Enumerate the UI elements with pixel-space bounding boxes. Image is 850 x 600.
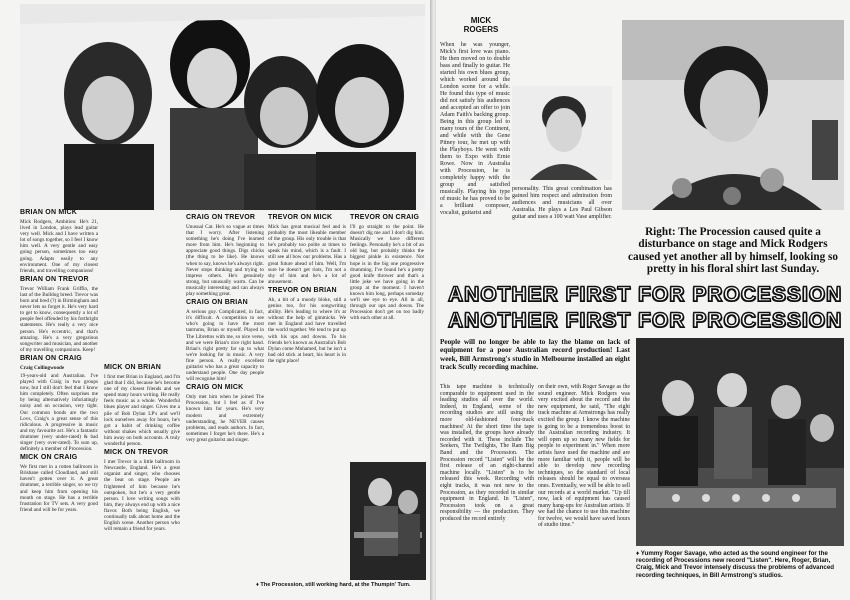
floral-shirt-caption: Right: The Procession caused quite a disturbance on stage and Mick Rodgers caused yet another all by himself, looking so pretty in his floral shirt last Sunday. — [628, 226, 838, 276]
right-page — [436, 0, 850, 600]
profile-column-1 — [440, 42, 510, 282]
profile-text-2: personality. This great combination has gained him respect and admiration from audiences and musicians all over Australia. He plays a Les Paul Gibson guitar and uses a 100 watt Vase amplifier. — [512, 186, 612, 220]
headline-line-1: ANOTHER FIRST FOR PROCESSION — [448, 283, 843, 306]
studio-session-photo — [636, 338, 844, 546]
heading-craig-on-brian: CRAIG ON BRIAN — [186, 299, 248, 307]
profile-title-line1: MICK — [470, 16, 492, 25]
left-bottom-caption: ♦ The Procession, still working hard, at the Thumpin' Tum. — [256, 582, 411, 588]
text-craig-on-mick: Only met him when he joined The Procession, but I feel as if I've known him for years. He's very modern and extremely understanding, he NEVER causes problems, and reads authors. In fact, sometimes I forget he's there. He's a very great guitarist and singer. — [186, 394, 264, 443]
text-trevor-on-craig: I'll go straight to the point. He doesn't dig me and I don't dig him. Musically we have different feelings. Personally he's a bit of an old bag, but probably thinks the biggest pinkle in existence. Not hope is in the big one progressive drumming. I've found he's a pretty good knife thrower and that's a little joke we have going in the group at the moment. I haven't known him long, perhaps someday we'll see eye to eye. All in all, through our ups and downs. The Procession don't get on too badly with each other at all. — [350, 224, 424, 322]
text-craig-on-brian: A serious guy. Complicated, in fact, it's difficult. A competition to see who's going to have the most tantrums, Brian or myself. Played in The Librettos with me, so nice verse, and we were Brian's nice right hand. Brian's right pretty far up to what we're looking for in music. A very fine person. A really excellent guitarist who has a great capacity to understand people. One day people will recognise him! — [186, 309, 264, 383]
text-brian-on-craig: 19-years-old and Australian. I've played with Craig in two groups now, but I still don't feel that I know him completely. Often surprises me by being alternatively infuriatingly noisy and on occasion, very tight. Our common bonds are the two Lovs, Craig's a great sense of this ridiculous. A progressive in music and my favourite act. He's a fantastic drummer (very under-rated) & bad singer (very over-rated). To sum up, definitely a member of Procession. — [20, 372, 98, 453]
text-mick-on-trevor: I met Trevor in a little ballroom in Newcastle, England. He's a great organist and singer, who chooses the beat on stage. People are frightened of him because he's outspoken, but he's a very gentle person. I love writing songs with him, they always end up with a nice flavor. Both being English, we continually talk about home and the English scene. Another person who will remain a friend for years. — [104, 459, 180, 533]
text-brian-on-trevor: Trevor William Frank Griffin, the last of the Bulldog breed. Trevor was born and bred (?) in Birmingham and never lets us forget it. He's very hard to get to know, consequently a lot of people feel offended by his forthright statements. He's really a very nice person. He's eccentric, and that's amazing. He's a very gregarious songwriter and musician, and another of my travelling companions. Keep! — [20, 285, 98, 353]
article-column-1 — [440, 384, 534, 594]
profile-text-1: When he was younger, Mick's first love was piano. He then moved on to double bass and finally to guitar. He started his own blues group, which worked around the London scene for a while. He found this type of music did not satisfy his audiences and accepted an offer to join Adam Faith's backing group. Being in this group led to many tours of the Continent, and while with the Gene Pitney tour, he met up with the Playboys. He went with them to Expo with Ernie Rowe. Now in Australia with Procession, he is completely happy with the group and satisfied musically. Playing his type of music he has proved to be a brilliant composer, vocalist, guitarist and — [440, 42, 510, 216]
heading-craig-on-mick: CRAIG ON MICK — [186, 384, 244, 392]
article-text-1: This tape machine is technically comparable to equipment used in the leading studios all over the world. Indeed, in England, some of the recording studios are still using the more old-fashioned four-track machines! At the short time the tape was installed, the groups have already recorded with it. These include The Seekers, The Twilights, The Ram Big Band and the Procession. The Procession record "Listen" will be the first release of an eight-channel machine locally. "Listen" is to be released this week. Recording with eight tracks, it was not new to the Procession, as they recorded in similar equipment in England. In "Listen", Procession took on a great responsibility — the production. They produced the record entirely — [440, 384, 534, 522]
heading-brian-on-mick: BRIAN ON MICK — [20, 209, 78, 216]
left-column-5 — [350, 212, 424, 462]
article-column-2 — [538, 384, 630, 594]
left-column-4 — [268, 212, 346, 512]
left-column-2 — [104, 362, 180, 597]
left-column-3 — [186, 212, 264, 597]
text-brian-on-mick: Mick Rodgers, Ambition: He's 21, lived in London, plays lead guitar very well. Mick and I have written a lot of songs together, so I feel I know him well. A very gentle and easy going person, sometimes too easy going. Adapts easily to any environment. One of my closest friends, and travelling companions! — [20, 219, 98, 274]
profile-title — [436, 16, 526, 34]
thumpin-tum-photo — [350, 462, 426, 580]
heading-trevor-on-craig: TREVOR ON CRAIG — [350, 214, 420, 221]
heading-trevor-on-mick: TREVOR ON MICK — [268, 214, 333, 221]
sub-brian-on-craig: Craig Collingwoode — [20, 364, 65, 371]
article-text-2: on their own, with Roger Savage as the sound engineer. Mick Rodgers was very excited about the record and the new equipment, he said, "The eight track machine at Armstrongs has really excited the group. I know the machine is going to be a tremendous boost to the Australian recording industry. It will open up so many new fields for people to experiment in." When more artists have used the machine and are more familiar with it, people will be able to develop new recording techniques, so the standard of local releases should be equal to overseas ones. Eventually, we will be able to sell our records at a world market. "Up till now, lack of equipment has caused many hang-ups for Australian artists. If we had the chance to use this machine for twelve, we would have saved hours of studio time." — [538, 384, 630, 529]
text-mick-on-brian: I first met Brian in England, and I'm glad that I did, because he's become one of my closest friends and we spend many hours writing. He really feels music as a whole. Wonderful blues player and singer. Gives me a pile of Bob Dylan LP's and we'll lock ourselves away for hours, he's got a habit of drinking coffee without shakes which usually give him away on both accounts. A truly wonderful person. — [104, 374, 180, 448]
text-trevor-on-brian: Ah, a bit of a moody bloke, still a genius too, for his songwriting ability. He's leading to where it's at without the help of gimmicks. We met in England and have travelled the world together. We tend to put up with his ups and downs. To his friends he's known as Australia's Bob Dylan come Muhamed, but he isn't a bad old stick at heart, his heart is in the right place! — [268, 296, 346, 364]
mick-portrait-photo — [512, 86, 612, 180]
studio-photo-caption: ♦ Yummy Roger Savage, who acted as the sound engineer for the recording of Processions new record "Listen". Here, Roger, Brian, Craig, Mick and Trevor intensely discuss the problems of advanced recording techniques, in Bill Armstrong's studios. — [636, 550, 835, 579]
text-trevor-on-mick: Mick has great musical feel and is probably the most likeable member of the group. His only trouble is that he's probably too polite at times to speak his mind, which is a fault. I still see all bow our problems. Has a great future ahead of him. Well, I'm sure he doesn't get riots, I'm not a shy of him and he's a lot of amusement. — [268, 224, 346, 285]
heading-mick-on-trevor: MICK ON TREVOR — [104, 449, 169, 457]
text-mick-on-craig: We first met in a rotten ballroom in Brisbane called Cloudland, and still haven't gotten over it. A great drummer, a terrible singer, so we try and keep him from opening his mouth on stage. He has a terrible frustration for TV sets. A very good friend and will be for years. — [20, 464, 98, 513]
heading-mick-on-craig: MICK ON CRAIG — [20, 454, 78, 462]
heading-brian-on-craig: BRIAN ON CRAIG — [20, 354, 82, 362]
profile-title-line2: ROGERS — [463, 25, 499, 34]
profile-column-2 — [512, 186, 612, 276]
headline-line-2: ANOTHER FIRST FOR PROCESSION — [448, 309, 843, 332]
band-group-photo — [20, 4, 425, 210]
text-craig-on-trevor: Unusual Cat. He's so vague at times that I worry. After listening something he's doing I've learned more from him. He's beginning to appreciate good things. Digs chicks (the thing to be like). He knows when to say, knows he's always right. Never stops thinking and trying to impress others. He's genuinely strong, but unusually warm. Can be musically interesting and can always play something great. — [186, 224, 264, 298]
left-column-1 — [20, 207, 98, 597]
heading-craig-on-trevor: CRAIG ON TREVOR — [186, 214, 256, 221]
heading-brian-on-trevor: BRIAN ON TREVOR — [20, 275, 89, 283]
heading-mick-on-brian: MICK ON BRIAN — [104, 364, 162, 371]
article-lead: People will no longer be able to lay the blame on lack of equipment for a poor Australian record production! Last week, Bill Armstrong's studio in Melbourne installed an eight track Scully recording machine. — [440, 338, 630, 371]
mick-floral-shirt-photo — [622, 20, 844, 210]
heading-trevor-on-brian: TREVOR ON BRIAN — [268, 286, 337, 294]
